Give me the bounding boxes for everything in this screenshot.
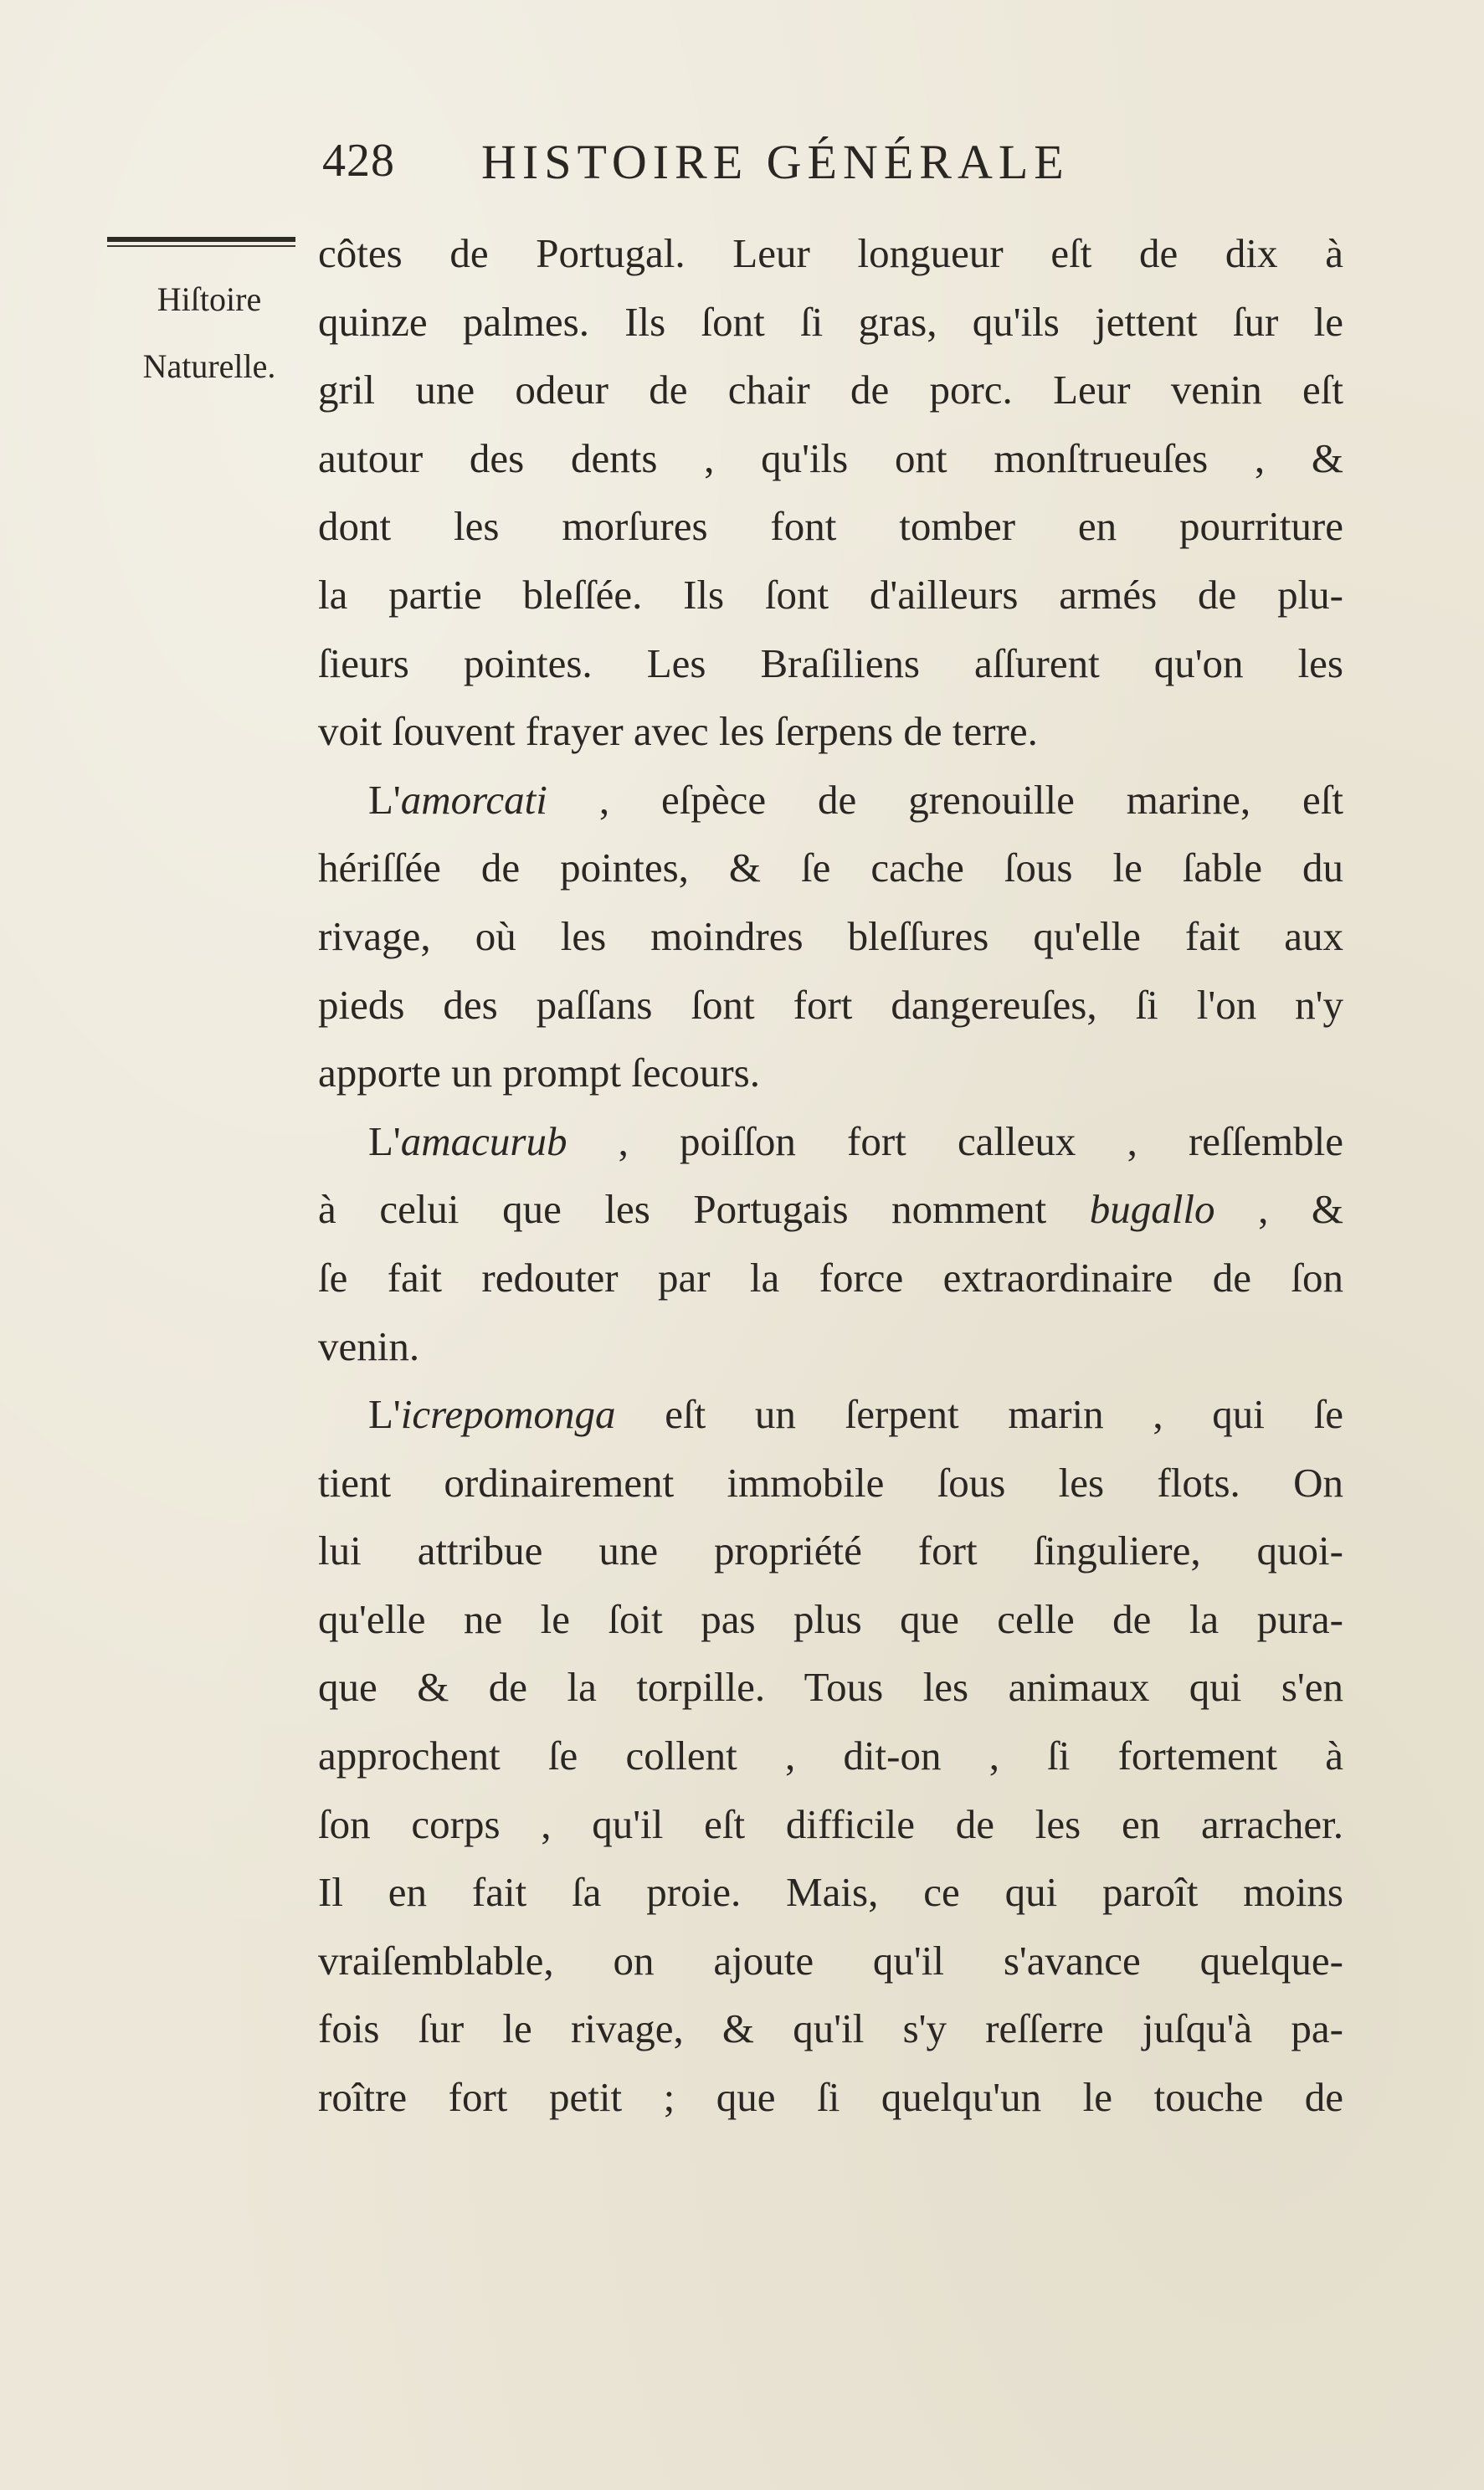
text-line: dont les morſures font tomber en pourriture (318, 503, 1343, 550)
marginal-note (100, 266, 318, 400)
text-line: côtes de Portugal. Leur longueur eſt de dix à (318, 230, 1343, 276)
text-segment: à celui que les Portugais nomment (318, 1186, 1090, 1233)
page-number: 428 (322, 135, 395, 187)
paragraph-first-line (318, 1107, 1343, 1176)
text-segment: , & (1214, 1186, 1343, 1233)
margin-rule-thin (107, 245, 295, 247)
body-text (318, 219, 1343, 2132)
margin-rule-thick (107, 237, 295, 242)
text-line: fois ſur le rivage, & qu'il s'y reſſerre juſqu'à pa- (318, 2005, 1343, 2052)
text-line: hériſſée de pointes, & ſe cache ſous le ſable du (318, 845, 1343, 891)
paragraph-first-rest: eſt un ſerpent marin , qui ſe (615, 1391, 1343, 1438)
text-line: approchent ſe collent , dit-on , ſi fortement à (318, 1733, 1343, 1779)
text-line: quinze palmes. Ils ſont ſi gras, qu'ils jettent ſur le (318, 298, 1343, 345)
text-line: pieds des paſſans ſont fort dangereuſes, ſi l'on n'y (318, 981, 1343, 1028)
text-line: venin. (318, 1322, 420, 1369)
running-head (322, 134, 1360, 201)
text-line: gril une odeur de chair de porc. Leur venin eſt (318, 367, 1343, 413)
paragraph-first-line (318, 766, 1343, 834)
text-line: ſieurs pointes. Les Braſiliens aſſurent qu'on les (318, 639, 1343, 686)
paragraph-lead: L' (368, 1117, 401, 1164)
running-head-title: HISTOIRE GÉNÉRALE (481, 135, 1070, 189)
text-line: roître fort petit ; que ſi quelqu'un le touche de (318, 2074, 1343, 2121)
species-term: icrepomonga (400, 1391, 616, 1438)
text-line (318, 1175, 1343, 1244)
species-term: amorcati (400, 776, 547, 823)
text-line: Il en fait ſa proie. Mais, ce qui paroît moins (318, 1869, 1343, 1916)
text-line: vraiſemblable, on ajoute qu'il s'avance quelque- (318, 1937, 1343, 1984)
paragraph-first-line (318, 1380, 1343, 1449)
text-line: la partie bleſſée. Ils ſont d'ailleurs armés de plu- (318, 571, 1343, 618)
text-line: rivage, où les moindres bleſſures qu'elle fait aux (318, 912, 1343, 959)
text-line: ſe fait redouter par la force extraordinaire de ſon (318, 1254, 1343, 1301)
species-term: amacurub (400, 1117, 567, 1164)
text-line: qu'elle ne le ſoit pas plus que celle de la pura- (318, 1595, 1343, 1642)
margin-rule-ornament (107, 237, 295, 249)
paragraph-lead: L' (368, 776, 401, 823)
species-term: bugallo (1089, 1186, 1215, 1233)
marginal-note-line: Naturelle. (142, 347, 276, 385)
marginal-note-line: Hiſtoire (157, 280, 262, 318)
text-line: lui attribue une propriété fort ſinguliere, quoi- (318, 1527, 1343, 1574)
text-line: apporte un prompt ſecours. (318, 1050, 760, 1096)
paragraph-first-rest: , eſpèce de grenouille marine, eſt (547, 776, 1343, 823)
paragraph-first-rest: , poiſſon fort calleux , reſſemble (567, 1117, 1343, 1164)
text-line: que & de la torpille. Tous les animaux qui s'en (318, 1664, 1343, 1711)
text-line: tient ordinairement immobile ſous les flots. On (318, 1459, 1343, 1506)
paragraph-lead: L' (368, 1391, 401, 1438)
text-line: voit ſouvent frayer avec les ſerpens de terre. (318, 708, 1038, 755)
text-line: ſon corps , qu'il eſt difficile de les en arracher. (318, 1800, 1343, 1847)
text-line: autour des dents , qu'ils ont monſtrueuſes , & (318, 434, 1343, 481)
